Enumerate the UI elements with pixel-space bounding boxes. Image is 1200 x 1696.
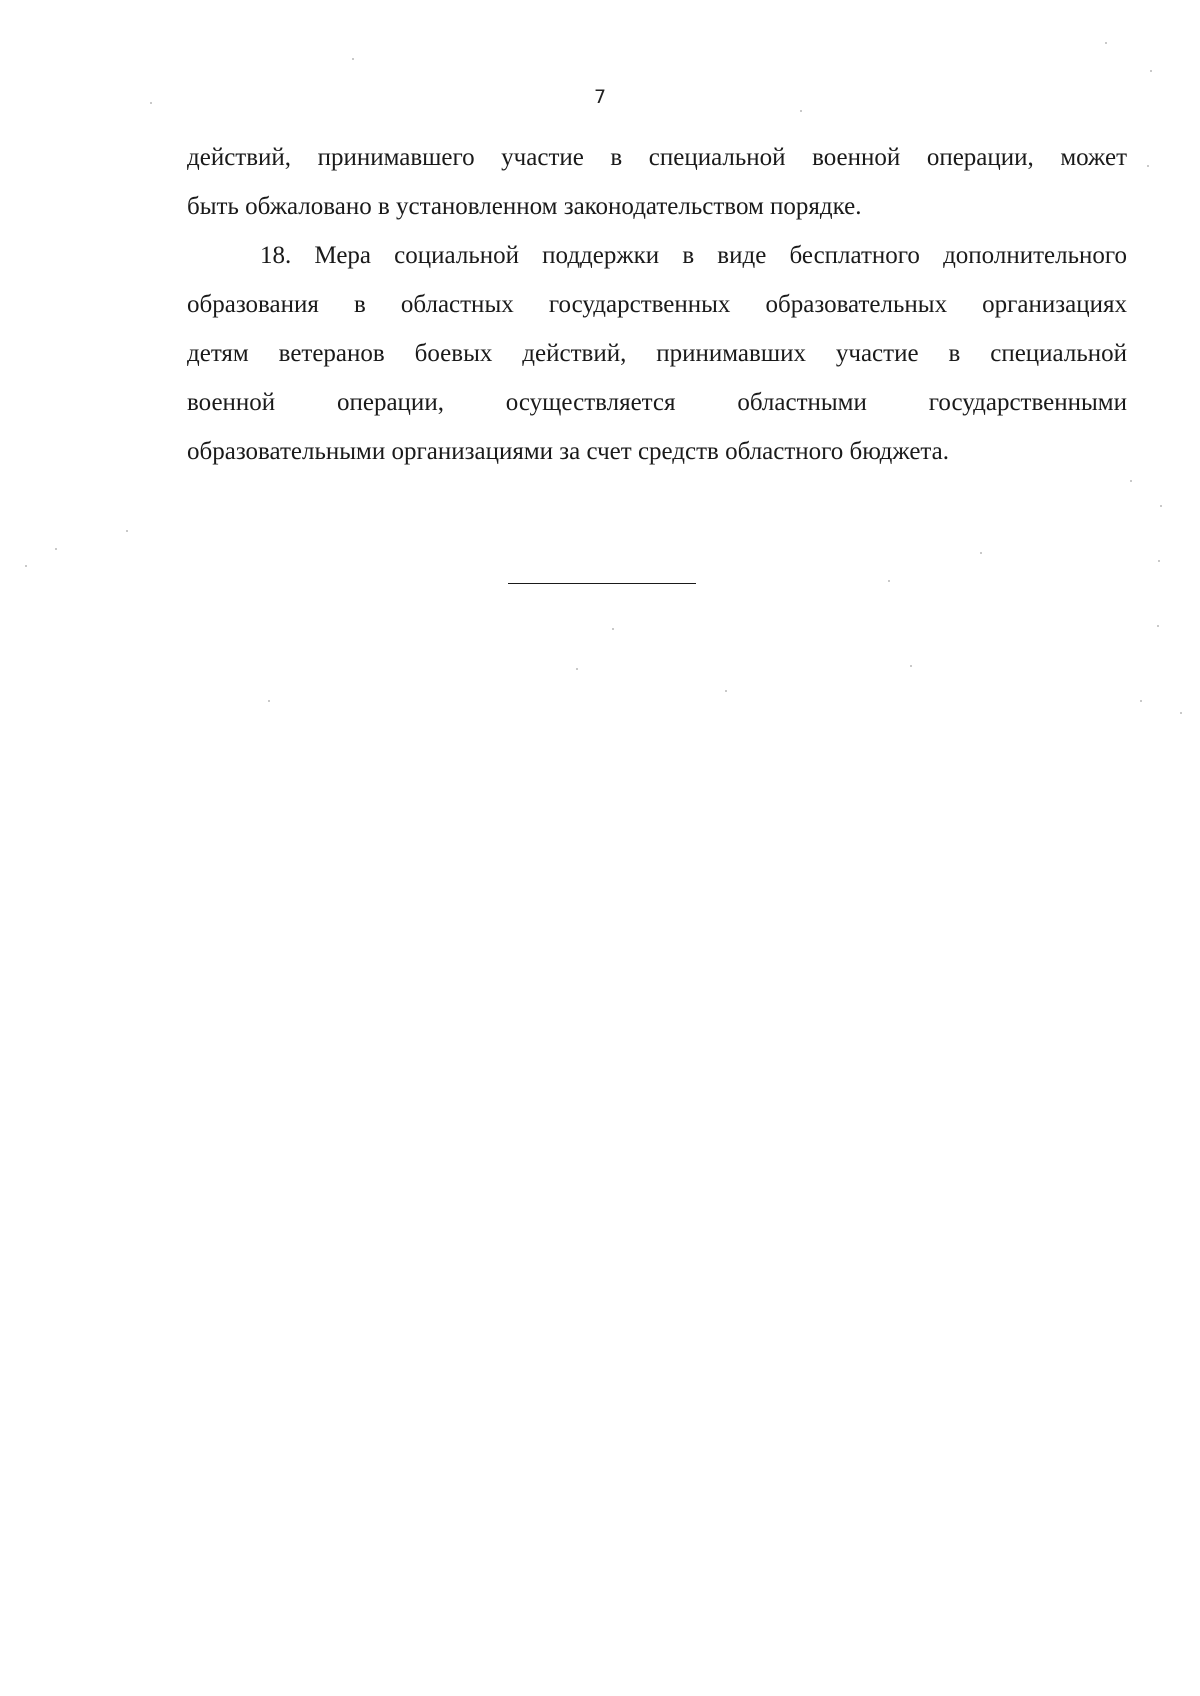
scan-speck: [1150, 70, 1152, 72]
scan-speck: [1157, 625, 1159, 627]
page-number: 7: [593, 86, 607, 108]
text-line: образования в областных государственных образовательных организациях: [187, 291, 1127, 318]
end-of-document-rule: [508, 583, 696, 584]
text-line: быть обжаловано в установленном законодательством порядке.: [187, 193, 862, 220]
paragraph-18: [187, 231, 1127, 476]
scan-speck: [55, 548, 57, 550]
scan-speck: [1158, 560, 1160, 562]
scan-speck: [725, 690, 727, 692]
text-line: действий, принимавшего участие в специальной военной операции, может: [187, 144, 1127, 171]
scan-speck: [1147, 165, 1149, 167]
scan-speck: [1160, 505, 1162, 507]
scan-speck: [1130, 480, 1132, 482]
scan-speck: [25, 565, 27, 567]
scan-speck: [800, 110, 802, 112]
text-line: военной операции, осуществляется областными государственными: [187, 389, 1127, 416]
scan-speck: [126, 530, 128, 532]
text-line: образовательными организациями за счет средств областного бюджета.: [187, 438, 950, 465]
scan-speck: [1180, 712, 1182, 714]
scan-speck: [910, 665, 912, 667]
scan-speck: [888, 580, 890, 582]
scan-speck: [1140, 700, 1142, 702]
text-line: детям ветеранов боевых действий, принимавших участие в специальной: [187, 340, 1127, 367]
scan-speck: [352, 58, 354, 60]
text-line: 18. Мера социальной поддержки в виде бесплатного дополнительного: [260, 242, 1127, 269]
scan-speck: [268, 700, 270, 702]
scan-speck: [576, 668, 578, 670]
scan-speck: [980, 552, 982, 554]
scan-speck: [612, 628, 614, 630]
paragraph-continued: [187, 133, 1127, 231]
scan-speck: [1105, 42, 1107, 44]
scan-speck: [150, 102, 152, 104]
